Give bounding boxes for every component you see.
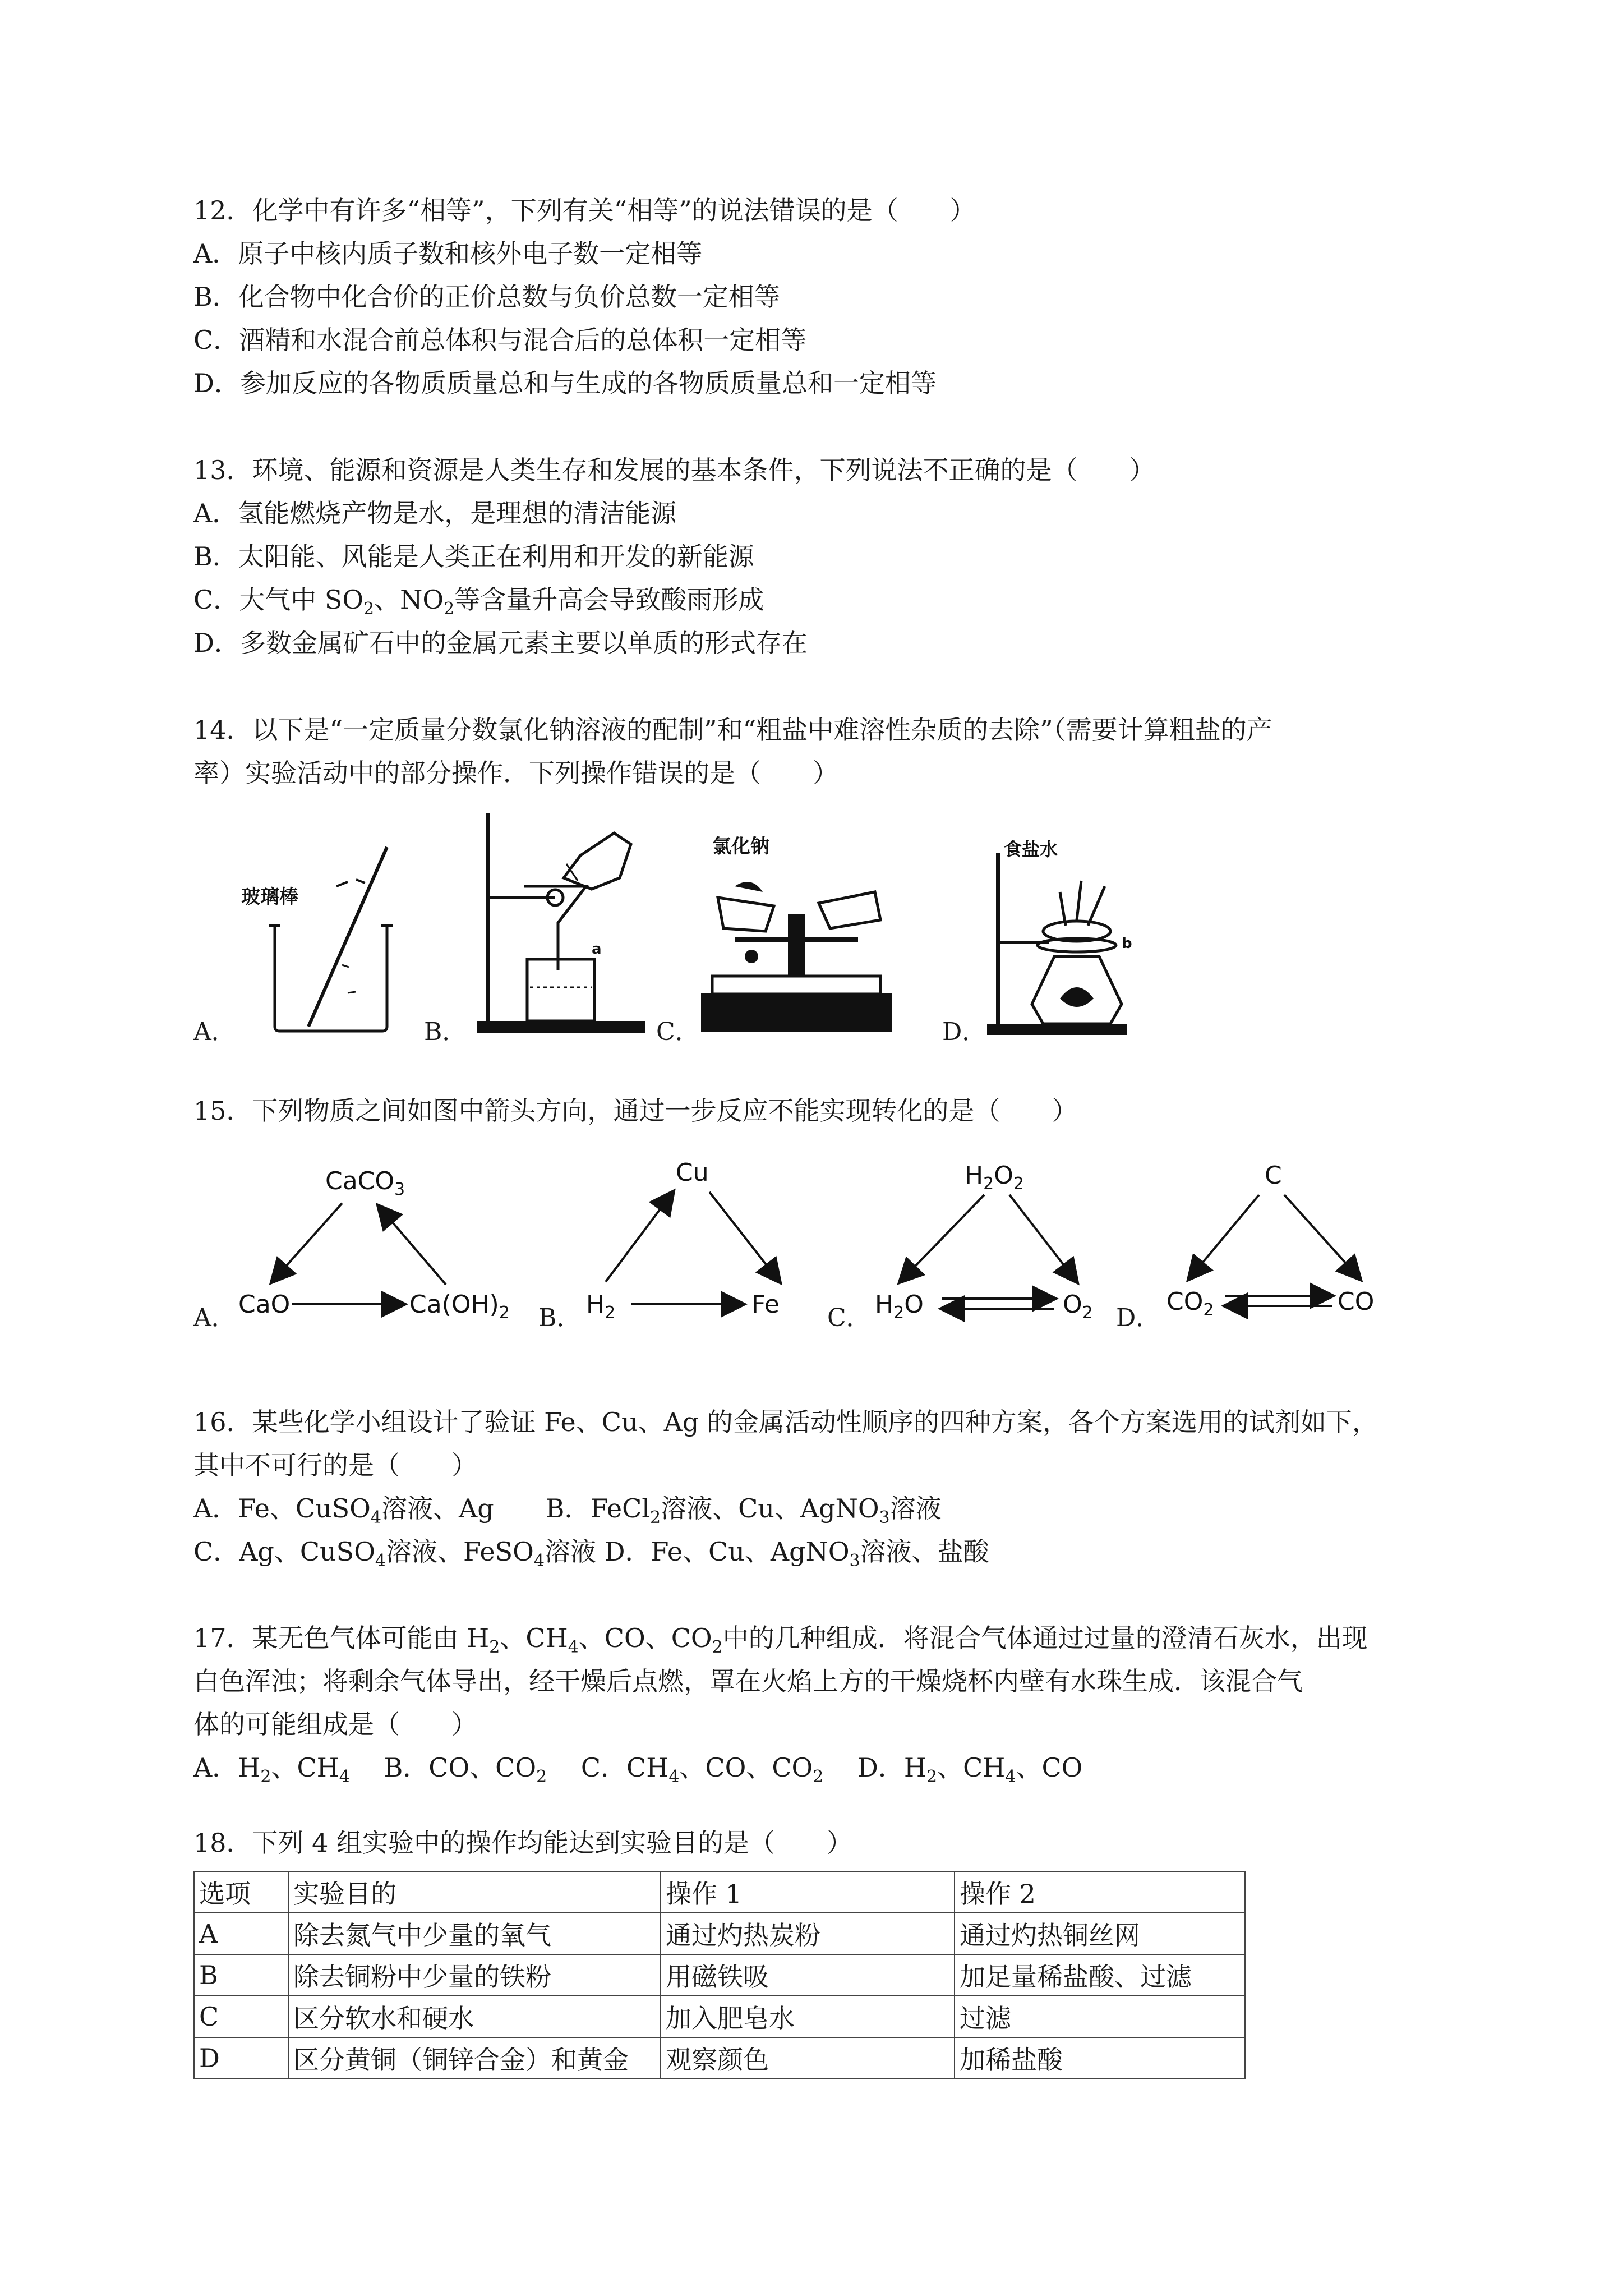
table-row	[194, 2037, 1245, 2079]
q13-option-b: B．太阳能、风能是人类正在利用和开发的新能源	[193, 541, 754, 572]
table-cell: 通过灼热铜丝网	[955, 1913, 1245, 1954]
table-cell: 观察颜色	[661, 2037, 955, 2079]
table-cell: 除去氮气中少量的氧气	[288, 1913, 661, 1954]
q16-options-cd: C．Ag、CuSO$_4$溶液、FeSO$_4$溶液 D．Fe、Cu、AgNO$_3$溶液、盐酸	[193, 1536, 989, 1571]
table-cell: B	[194, 1954, 288, 1996]
q15-label-c: C．	[827, 1304, 871, 1332]
table-cell: 加足量稀盐酸、过滤	[955, 1954, 1245, 1996]
q15b-right: Fe	[751, 1290, 780, 1319]
q15a-left: CaO	[238, 1290, 291, 1319]
q15a-top: CaCO$_3$	[325, 1167, 405, 1199]
table-header-cell: 操作 2	[955, 1871, 1245, 1913]
q18-stem: 18．下列 4 组实验中的操作均能达到实验目的是（ ）	[193, 1828, 853, 1858]
table-cell: D	[194, 2037, 288, 2079]
salt-water-label: 食盐水	[1004, 839, 1058, 860]
table-header-cell: 实验目的	[288, 1871, 661, 1913]
q17-stem-line1: 17．某无色气体可能由 $H_2$、$CH_4$、CO、$CO_2$中的几种组成．将混合气体通过过量的澄清石灰水，出现	[193, 1623, 1368, 1658]
q17-options: A．$H_2$、$CH_4$ B．CO、$CO_2$ C．$CH_4$、CO、$CO_2$ D．$H_2$、$CH_4$、CO	[193, 1752, 1083, 1787]
q14-label-d: D．	[942, 1018, 987, 1046]
table-cell: 除去铜粉中少量的铁粉	[288, 1954, 661, 1996]
q15b-top: Cu	[676, 1158, 709, 1187]
q13-stem: 13．环境、能源和资源是人类生存和发展的基本条件，下列说法不正确的是（ ）	[193, 455, 1155, 485]
q12-option-c: C．酒精和水混合前总体积与混合后的总体积一定相等	[193, 325, 807, 355]
q14-label-a: A．	[193, 1018, 236, 1046]
q14-stem-line1: 14．以下是“一定质量分数氯化钠溶液的配制”和“粗盐中难溶性杂质的去除”（需要计算粗盐的产	[193, 715, 1272, 745]
table-header-cell: 操作 1	[661, 1871, 955, 1913]
q15c-left: $H_2O$	[875, 1290, 924, 1323]
q16-stem-line1: 16．某些化学小组设计了验证 Fe、Cu、Ag 的金属活动性顺序的四种方案，各个方案选用的试剂如下，	[193, 1407, 1378, 1437]
q17-stem-line3: 体的可能组成是（ ）	[193, 1709, 477, 1740]
table-header-cell: 选项	[194, 1871, 288, 1913]
q12-option-b: B．化合物中化合价的正价总数与负价总数一定相等	[193, 282, 780, 312]
q13-option-c: C．大气中 $SO_2$、$NO_2$等含量升高会导致酸雨形成	[193, 585, 764, 619]
q12-stem: 12．化学中有许多“相等”，下列有关“相等”的说法错误的是（ ）	[193, 195, 976, 226]
table-cell: A	[194, 1913, 288, 1954]
q15-label-a: A．	[193, 1304, 236, 1332]
q14-stem-line2: 率）实验活动中的部分操作．下列操作错误的是（ ）	[193, 758, 838, 788]
q15c-right: $O_2$	[1063, 1290, 1093, 1323]
q15c-top: $H_2O_2$	[965, 1161, 1024, 1194]
q13-option-a: A．氢能燃烧产物是水，是理想的清洁能源	[193, 498, 677, 528]
table-cell: C	[194, 1996, 288, 2037]
svg-text:a: a	[592, 941, 602, 958]
sodium-chloride-label: 氯化钠	[712, 835, 769, 858]
table-cell: 区分软水和硬水	[288, 1996, 661, 2037]
table-cell: 用磁铁吸	[661, 1954, 955, 1996]
q17-stem-line2: 白色浑浊；将剩余气体导出，经干燥后点燃，罩在火焰上方的干燥烧杯内壁有水珠生成．该混合气	[193, 1666, 1303, 1696]
q15d-top: C	[1265, 1161, 1282, 1190]
svg-text:b: b	[1122, 935, 1132, 952]
q15-label-b: B．	[538, 1304, 582, 1332]
table-cell: 通过灼热炭粉	[661, 1913, 955, 1954]
q16-options-ab: A．Fe、CuSO$_4$溶液、Ag B．FeCl$_2$溶液、Cu、AgNO$_3$溶液	[193, 1493, 942, 1528]
q15-stem: 15．下列物质之间如图中箭头方向，通过一步反应不能实现转化的是（ ）	[193, 1096, 1078, 1126]
glass-rod-label: 玻璃棒	[241, 886, 298, 908]
table-cell: 区分黄铜（铜锌合金）和黄金	[288, 2037, 661, 2079]
q15-label-d: D．	[1116, 1304, 1161, 1332]
q12-option-d: D．参加反应的各物质质量总和与生成的各物质质量总和一定相等	[193, 368, 937, 398]
q15d-right: CO	[1338, 1287, 1375, 1316]
table-row	[194, 1954, 1245, 1996]
q15b-left: $H_2$	[586, 1290, 616, 1323]
q12-option-a: A．原子中核内质子数和核外电子数一定相等	[193, 238, 703, 269]
table-header-row	[194, 1871, 1245, 1913]
table-row	[194, 1913, 1245, 1954]
q16-stem-line2: 其中不可行的是（ ）	[193, 1450, 477, 1480]
q14-label-b: B．	[424, 1018, 467, 1046]
q18-table	[193, 1871, 1246, 2079]
q14-label-c: C．	[656, 1018, 700, 1046]
table-row	[194, 1996, 1245, 2037]
table-cell: 过滤	[955, 1996, 1245, 2037]
table-cell: 加稀盐酸	[955, 2037, 1245, 2079]
table-cell: 加入肥皂水	[661, 1996, 955, 2037]
q15d-left: $CO_2$	[1166, 1287, 1214, 1320]
q13-option-d: D．多数金属矿石中的金属元素主要以单质的形式存在	[193, 628, 808, 658]
q15a-right: $Ca(OH)_2$	[409, 1290, 510, 1323]
